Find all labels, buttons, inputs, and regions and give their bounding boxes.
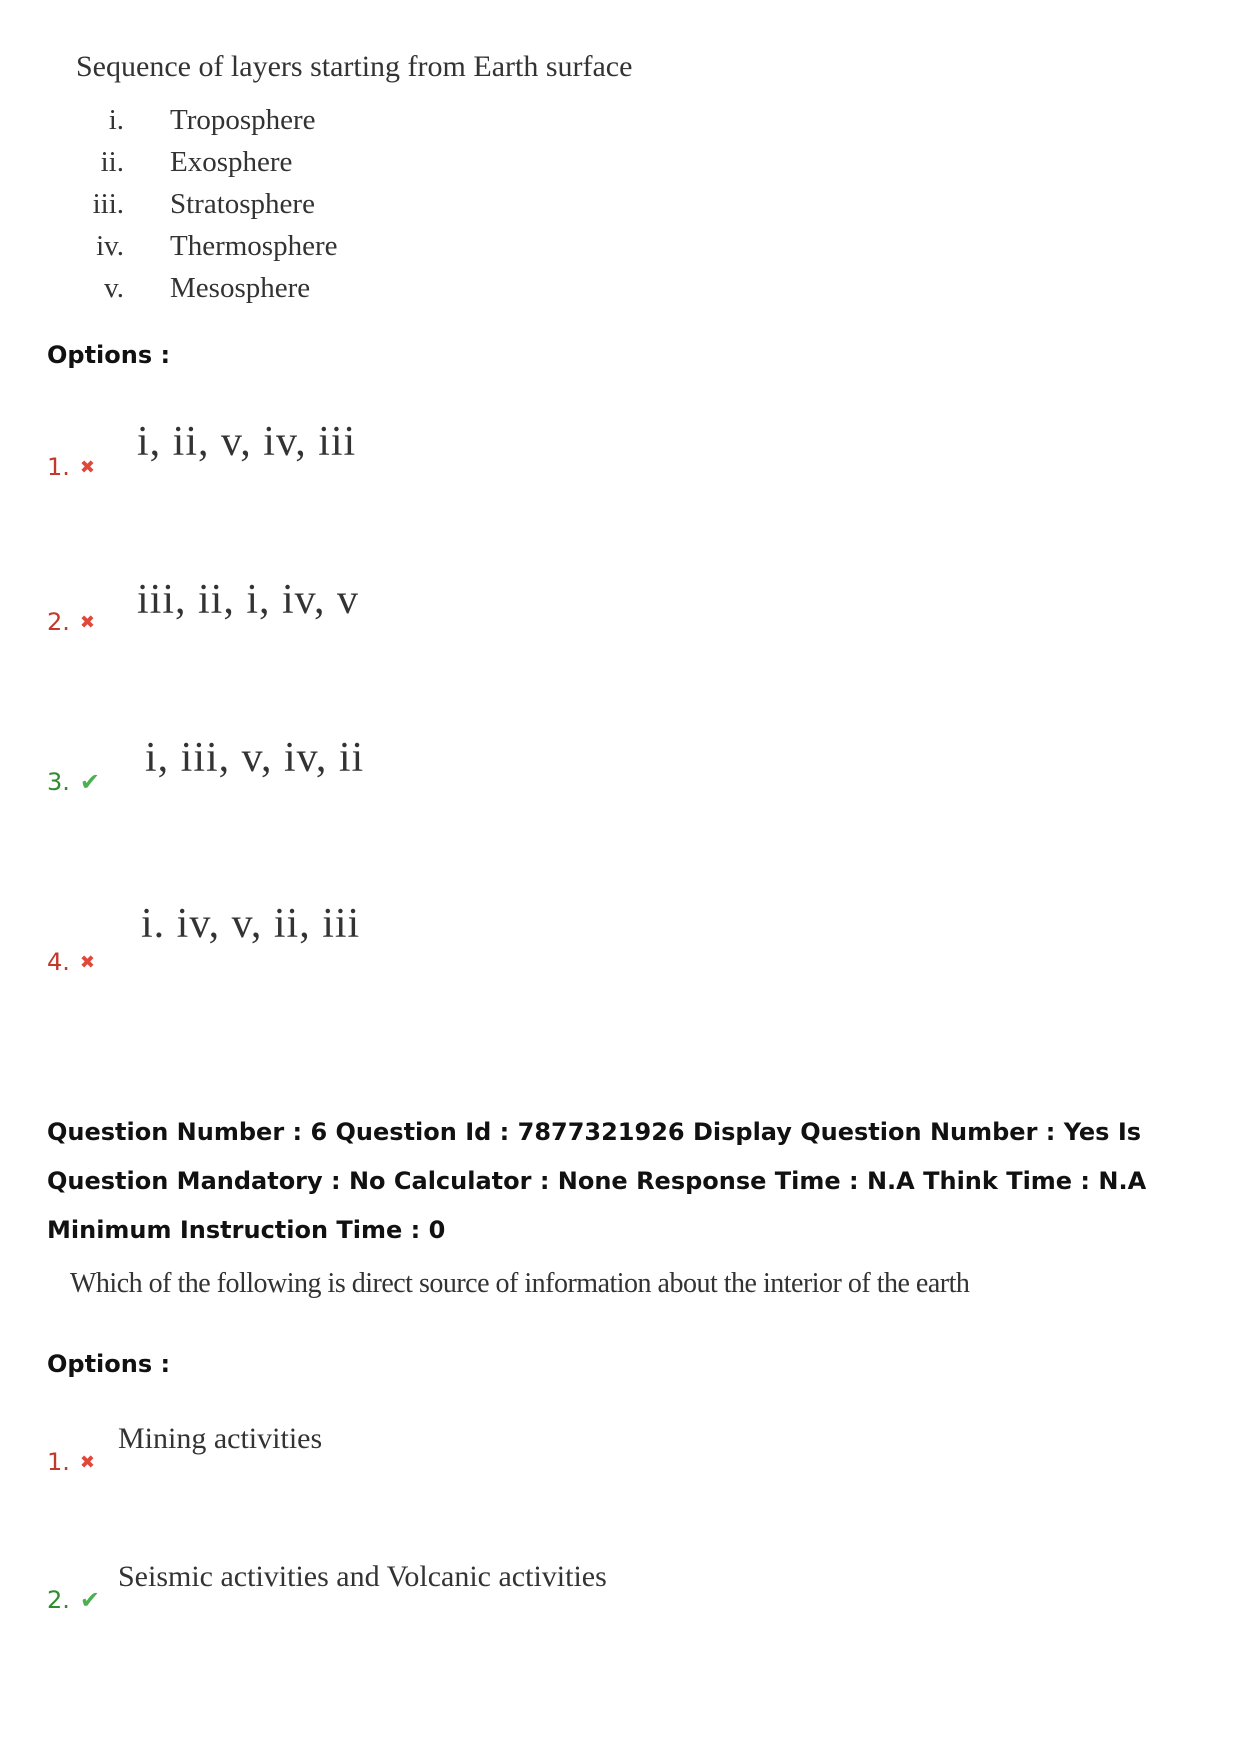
- option-text[interactable]: iii, ii, i, iv, v: [137, 577, 359, 623]
- layer-number: iii.: [92, 188, 124, 220]
- option-1[interactable]: [47, 1448, 95, 1476]
- option-number: 1.: [47, 453, 70, 481]
- layer-item: [80, 230, 338, 270]
- option-3[interactable]: [47, 768, 100, 796]
- option-2[interactable]: [47, 1586, 100, 1614]
- layer-number: v.: [104, 272, 124, 304]
- check-mark-icon: ✔: [79, 1586, 101, 1614]
- layer-name: Mesosphere: [170, 272, 311, 304]
- layer-name: Exosphere: [170, 146, 293, 178]
- wrong-mark-icon: ✖: [79, 611, 95, 633]
- question-stem: Which of the following is direct source of information about the interior of the earth: [70, 1268, 970, 1299]
- layer-number: i.: [108, 104, 124, 136]
- option-number: 2.: [47, 1586, 70, 1614]
- option-2[interactable]: [47, 608, 95, 636]
- layer-item: [80, 104, 316, 144]
- option-1[interactable]: [47, 453, 95, 481]
- layer-item: [80, 188, 315, 228]
- check-mark-icon: ✔: [79, 768, 101, 796]
- layer-item: [80, 146, 292, 186]
- layer-number: iv.: [96, 230, 124, 262]
- wrong-mark-icon: ✖: [79, 951, 95, 973]
- question-stem: Sequence of layers starting from Earth surface: [76, 50, 633, 83]
- wrong-mark-icon: ✖: [79, 1451, 95, 1473]
- option-text[interactable]: i, iii, v, iv, ii: [145, 735, 365, 781]
- option-number: 1.: [47, 1448, 70, 1476]
- option-4[interactable]: [47, 948, 95, 976]
- option-text[interactable]: Mining activities: [118, 1422, 323, 1455]
- question-metadata: Question Number : 6 Question Id : 7877321926 Display Question Number : Yes Is Question Mandatory : No Calculator : None Response Time : N.A Think Time : N.A Minimum Instruction Time : 0: [47, 1118, 1147, 1244]
- wrong-mark-icon: ✖: [79, 456, 95, 478]
- option-text[interactable]: Seismic activities and Volcanic activities: [118, 1560, 607, 1593]
- layer-number: ii.: [100, 146, 124, 178]
- layer-item: [80, 272, 310, 312]
- layer-name: Thermosphere: [170, 230, 338, 262]
- option-text[interactable]: i, ii, v, iv, iii: [137, 419, 357, 465]
- layer-name: Troposphere: [170, 104, 316, 136]
- options-label: Options :: [47, 341, 171, 369]
- option-text[interactable]: i. iv, v, ii, iii: [141, 901, 361, 947]
- option-number: 4.: [47, 948, 70, 976]
- layer-name: Stratosphere: [170, 188, 315, 220]
- option-number: 3.: [47, 768, 70, 796]
- options-label: Options :: [47, 1350, 171, 1378]
- option-number: 2.: [47, 608, 70, 636]
